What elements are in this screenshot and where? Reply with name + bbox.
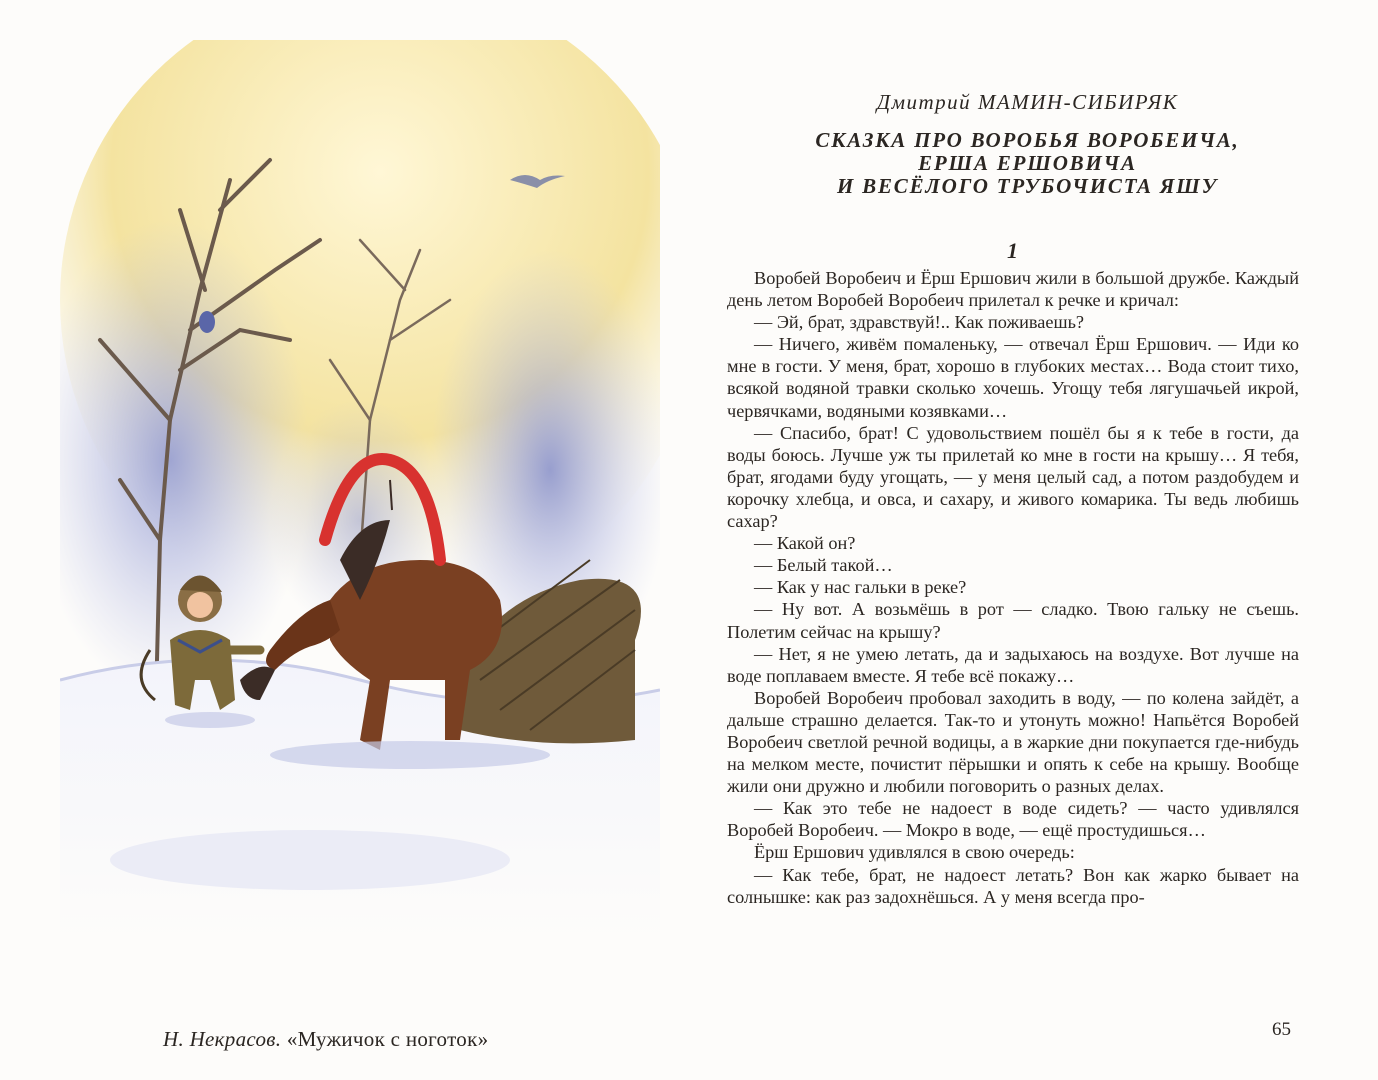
paragraph: — Эй, брат, здравствуй!.. Как поживаешь? — [754, 312, 1085, 333]
caption-title: «Мужичок с ноготок» — [286, 1027, 489, 1051]
story-title — [700, 129, 1355, 198]
page-number: 65 — [1272, 1019, 1291, 1040]
title-line: ЕРША ЕРШОВИЧА — [918, 151, 1137, 175]
paragraph: — Ничего, живём помаленьку, — отвечал Ёрш Ершович. — Иди ко мне в гости. У меня, брат, хорошо в глубоких местах… Вода стоит тихо, всякой водяной травки сколько хочешь. Угощу тебя лягушачьей икрой, червячками, водяными козявками… — [727, 334, 1299, 421]
perched-bird — [199, 311, 215, 333]
title-line: И ВЕСЁЛОГО ТРУБОЧИСТА ЯШУ — [836, 174, 1219, 198]
paragraph: Воробей Воробеич и Ёрш Ершович жили в большой дружбе. Каждый день летом Воробей Воробеич прилетал к речке и кричал: — [727, 268, 1299, 311]
paragraph: — Нет, я не умею летать, да и задыхаюсь на воздухе. Вот лучше на воде поплаваем вместе. Я тебе всё покажу… — [727, 643, 1299, 686]
paragraph: — Спасибо, брат! С удовольствием пошёл бы я к тебе в гости, да воды боюсь. Лучше уж ты прилетай ко мне в гости на крышу… Я тебя, брат, ягодами буду угощать, — у меня целый сад, а потом раздобудем и корочку хлебца, и овса, и сахару, и живого комарика. Ты ведь любишь сахар? — [727, 422, 1299, 532]
author-last-name: МАМИН-СИБИРЯК — [977, 90, 1179, 114]
paragraph: — Какой он? — [754, 533, 856, 554]
story-author — [700, 90, 1355, 115]
paragraph: — Как у нас гальки в реке? — [754, 577, 967, 598]
paragraph: — Как тебе, брат, не надоест летать? Вон как жарко бывает на солнышке: как раз задохнёшься. А у меня всегда про- — [727, 864, 1299, 907]
paragraph: — Ну вот. А возьмёшь в рот — сладко. Твою гальку не съешь. Полетим сейчас на крышу? — [727, 599, 1299, 642]
paragraph: — Как это тебе не надоест в воде сидеть? — часто удивлялся Воробей Воробеич. — Мокро в воде, — ещё простудишься… — [727, 798, 1299, 841]
winter-illustration — [60, 40, 660, 940]
caption-author: Н. Некрасов. — [163, 1027, 282, 1051]
story-body — [727, 267, 1299, 908]
paragraph: Воробей Воробеич пробовал заходить в воду, — по колена зайдёт, а дальше страшно делается. Так-то и утонуть можно! Напьётся Воробей Воробеич светлой речной водицы, а в жаркие дни покупается где-нибудь на мелком месте, почистит пёрышки и опять к себе на крышу. Вообще жили они дружно и любили поговорить о разных делах. — [727, 687, 1299, 797]
author-first-name: Дмитрий — [876, 90, 972, 114]
paragraph: Ёрш Ершович удивлялся в свою очередь: — [754, 842, 1075, 863]
illustration-caption — [163, 1027, 488, 1052]
title-line: СКАЗКА ПРО ВОРОБЬЯ ВОРОБЕИЧА, — [815, 128, 1240, 152]
chapter-number: 1 — [1007, 238, 1018, 263]
paragraph: — Белый такой… — [754, 555, 893, 576]
